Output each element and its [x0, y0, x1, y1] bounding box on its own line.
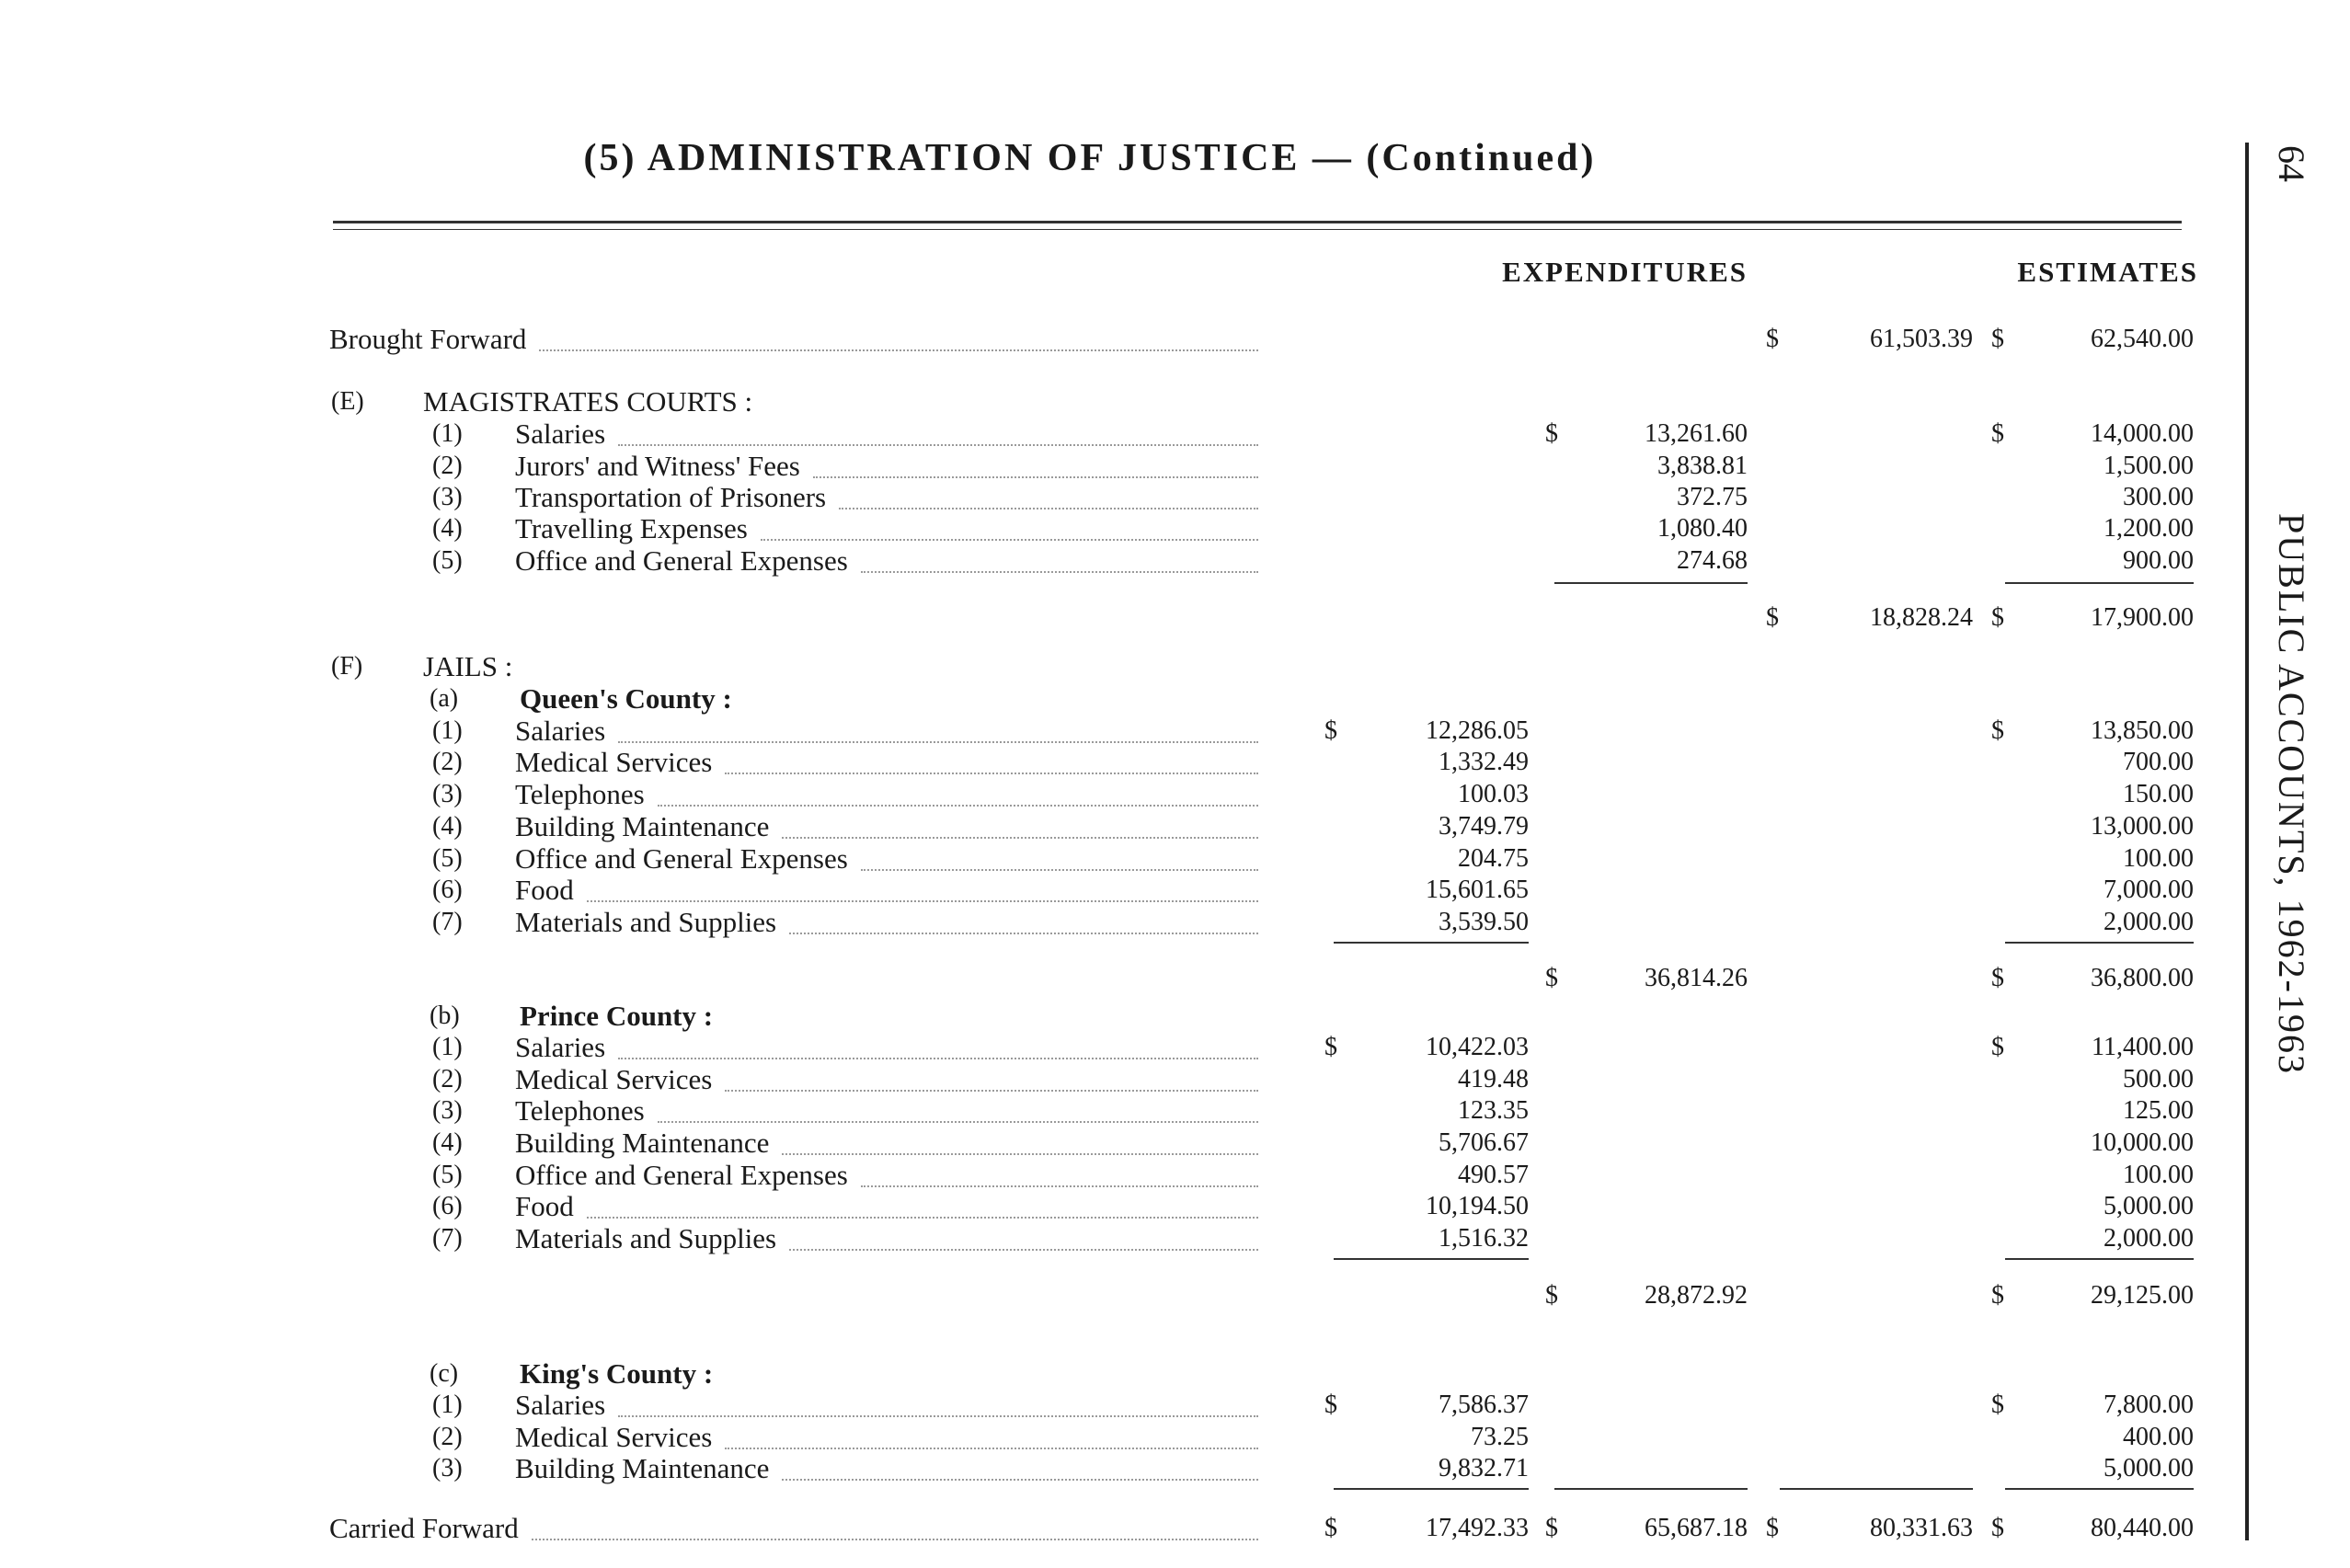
table-row — [0, 1160, 2244, 1191]
table-row — [0, 324, 2244, 355]
currency-sign: $ — [1991, 1391, 2004, 1419]
item-code: (b) — [430, 1001, 460, 1030]
amount-col-2: 28,872.92 — [1645, 1281, 1748, 1310]
table-row — [0, 1513, 2244, 1544]
amount-col-1: 419.48 — [1458, 1065, 1529, 1093]
subtotal-rule — [0, 582, 2244, 591]
amount-col-4: 17,900.00 — [2091, 603, 2194, 632]
running-head: PUBLIC ACCOUNTS, 1962-1963 — [2271, 513, 2312, 1075]
amount-col-4: 2,000.00 — [2104, 908, 2194, 936]
item-label: Building Maintenance — [515, 1127, 770, 1159]
amount-col-1: 123.35 — [1458, 1096, 1529, 1125]
item-label: Telephones — [515, 1094, 645, 1127]
amount-col-1: 3,539.50 — [1439, 908, 1529, 936]
item-label: Food — [515, 874, 574, 906]
amount-col-4: 80,440.00 — [2091, 1514, 2194, 1542]
amount-col-3: 61,503.39 — [1870, 325, 1973, 353]
currency-sign: $ — [1991, 964, 2004, 992]
amount-col-4: 10,000.00 — [2091, 1128, 2194, 1157]
amount-col-1: 12,286.05 — [1426, 716, 1529, 745]
item-code: (2) — [432, 1065, 463, 1093]
amount-col-1: 7,586.37 — [1439, 1391, 1529, 1419]
currency-sign: $ — [1991, 1033, 2004, 1061]
amount-col-4: 5,000.00 — [2104, 1192, 2194, 1220]
table-row — [0, 1032, 2244, 1063]
item-label: Jurors' and Witness' Fees — [515, 450, 800, 482]
subtotal-rule — [0, 942, 2244, 951]
table-row — [0, 715, 2244, 747]
currency-sign: $ — [1545, 1281, 1558, 1310]
amount-col-4: 13,850.00 — [2091, 716, 2194, 745]
item-label: Office and General Expenses — [515, 842, 848, 875]
dot-leader — [725, 1064, 1258, 1092]
item-code: (1) — [432, 419, 463, 448]
item-code: (4) — [432, 812, 463, 841]
amount-col-4: 900.00 — [2123, 546, 2194, 575]
section-heading-row — [0, 651, 2244, 682]
currency-sign: $ — [1545, 964, 1558, 992]
amount-col-4: 14,000.00 — [2091, 419, 2194, 448]
table-row — [0, 779, 2244, 810]
subtotal-rule-segment — [2005, 582, 2194, 584]
amount-col-2: 274.68 — [1677, 546, 1748, 575]
amount-col-4: 5,000.00 — [2104, 1454, 2194, 1482]
amount-col-1: 17,492.33 — [1426, 1514, 1529, 1542]
page-number: 64 — [2271, 145, 2312, 182]
amount-col-4: 13,000.00 — [2091, 812, 2194, 841]
amount-col-1: 9,832.71 — [1439, 1454, 1529, 1482]
amount-col-4: 62,540.00 — [2091, 325, 2194, 353]
item-label: JAILS : — [423, 650, 513, 682]
currency-sign: $ — [1991, 419, 2004, 448]
dot-leader — [782, 1453, 1258, 1481]
currency-sign: $ — [1991, 716, 2004, 745]
item-label: Materials and Supplies — [515, 1222, 777, 1254]
currency-sign: $ — [1324, 1033, 1337, 1061]
amount-col-4: 125.00 — [2123, 1096, 2194, 1125]
currency-sign: $ — [1324, 716, 1337, 745]
currency-sign: $ — [1991, 603, 2004, 632]
item-code: (5) — [432, 546, 463, 575]
table-row — [0, 451, 2244, 482]
amount-col-4: 7,000.00 — [2104, 876, 2194, 904]
item-code: (F) — [331, 652, 363, 681]
amount-col-4: 36,800.00 — [2091, 964, 2194, 992]
dot-leader — [658, 1095, 1258, 1123]
amount-col-4: 29,125.00 — [2091, 1281, 2194, 1310]
item-label: MAGISTRATES COURTS : — [423, 385, 753, 418]
dot-leader — [618, 1390, 1258, 1417]
item-code: (5) — [432, 1161, 463, 1189]
amount-col-1: 73.25 — [1471, 1423, 1529, 1451]
subtotal-rule-segment — [1334, 1258, 1529, 1260]
section-heading-row — [0, 386, 2244, 418]
item-label: Carried Forward — [329, 1512, 519, 1544]
item-label: Travelling Expenses — [515, 512, 748, 544]
amount-col-4: 1,500.00 — [2104, 452, 2194, 480]
amount-col-1: 1,516.32 — [1439, 1224, 1529, 1253]
item-label: Building Maintenance — [515, 1452, 770, 1484]
amount-col-4: 700.00 — [2123, 748, 2194, 776]
table-row — [0, 843, 2244, 875]
dot-leader — [532, 1513, 1258, 1540]
subtotal-row — [0, 963, 2244, 994]
currency-sign: $ — [1991, 1281, 2004, 1310]
dot-leader — [861, 843, 1258, 871]
table-row — [0, 1453, 2244, 1484]
item-label: Telephones — [515, 778, 645, 810]
dot-leader — [789, 1223, 1258, 1251]
item-label: King's County : — [520, 1357, 714, 1390]
item-label: Queen's County : — [520, 682, 732, 715]
amount-col-4: 11,400.00 — [2092, 1033, 2194, 1061]
subtotal-rule — [0, 1488, 2244, 1497]
item-code: (E) — [331, 387, 364, 416]
item-label: Food — [515, 1190, 574, 1222]
item-code: (3) — [432, 1454, 463, 1482]
amount-col-2: 36,814.26 — [1645, 964, 1748, 992]
amount-col-1: 3,749.79 — [1439, 812, 1529, 841]
item-code: (4) — [432, 514, 463, 543]
amount-col-3: 18,828.24 — [1870, 603, 1973, 632]
item-code: (7) — [432, 1224, 463, 1253]
subtotal-rule-segment — [1780, 1488, 1973, 1490]
currency-sign: $ — [1545, 1514, 1558, 1542]
dot-leader — [587, 875, 1258, 902]
amount-col-4: 500.00 — [2123, 1065, 2194, 1093]
table-row — [0, 875, 2244, 906]
subtotal-rule-segment — [1554, 582, 1748, 584]
item-code: (a) — [430, 684, 459, 713]
table-row — [0, 811, 2244, 842]
amount-col-4: 7,800.00 — [2104, 1391, 2194, 1419]
dot-leader — [782, 1127, 1258, 1155]
subtotal-rule-segment — [2005, 1258, 2194, 1260]
dot-leader — [782, 811, 1258, 839]
table-row — [0, 1064, 2244, 1095]
currency-sign: $ — [1324, 1391, 1337, 1419]
estimates-column-heading: ESTIMATES — [2017, 256, 2198, 288]
subtotal-row — [0, 1280, 2244, 1311]
table-row — [0, 1127, 2244, 1159]
amount-col-1: 5,706.67 — [1439, 1128, 1529, 1157]
dot-leader — [789, 907, 1258, 934]
subtotal-rule-segment — [1334, 1488, 1529, 1490]
item-code: (1) — [432, 1033, 463, 1061]
currency-sign: $ — [1991, 325, 2004, 353]
currency-sign: $ — [1766, 325, 1779, 353]
item-code: (2) — [432, 452, 463, 480]
amount-col-1: 100.03 — [1458, 780, 1529, 808]
table-row — [0, 1390, 2244, 1421]
table-row — [0, 1191, 2244, 1222]
dot-leader — [618, 1032, 1258, 1059]
item-label: Building Maintenance — [515, 810, 770, 842]
item-code: (6) — [432, 876, 463, 904]
amount-col-4: 400.00 — [2123, 1423, 2194, 1451]
currency-sign: $ — [1545, 419, 1558, 448]
amount-col-1: 1,332.49 — [1439, 748, 1529, 776]
amount-col-1: 10,194.50 — [1426, 1192, 1529, 1220]
currency-sign: $ — [1766, 603, 1779, 632]
amount-col-4: 300.00 — [2123, 483, 2194, 511]
section-heading-row — [0, 683, 2244, 715]
table-row — [0, 907, 2244, 938]
dot-leader — [658, 779, 1258, 807]
item-label: Office and General Expenses — [515, 544, 848, 577]
dot-leader — [618, 418, 1258, 446]
dot-leader — [539, 324, 1258, 351]
item-label: Salaries — [515, 1389, 606, 1421]
currency-sign: $ — [1766, 1514, 1779, 1542]
item-label: Office and General Expenses — [515, 1159, 848, 1191]
item-code: (7) — [432, 908, 463, 936]
item-label: Salaries — [515, 715, 606, 747]
amount-col-2: 13,261.60 — [1645, 419, 1748, 448]
page-title: (5) ADMINISTRATION OF JUSTICE — (Continued) — [583, 137, 1597, 179]
item-code: (4) — [432, 1128, 463, 1157]
subtotal-rule-segment — [1554, 1488, 1748, 1490]
amount-col-4: 150.00 — [2123, 780, 2194, 808]
item-code: (2) — [432, 1423, 463, 1451]
table-row — [0, 747, 2244, 778]
section-heading-row — [0, 1358, 2244, 1390]
subtotal-rule-segment — [1334, 942, 1529, 944]
amount-col-2: 65,687.18 — [1645, 1514, 1748, 1542]
amount-col-4: 1,200.00 — [2104, 514, 2194, 543]
amount-col-4: 100.00 — [2123, 844, 2194, 873]
subtotal-rule — [0, 1258, 2244, 1267]
item-label: Transportation of Prisoners — [515, 481, 827, 513]
dot-leader — [861, 545, 1258, 573]
amount-col-1: 490.57 — [1458, 1161, 1529, 1189]
item-label: Salaries — [515, 1031, 606, 1063]
dot-leader — [839, 482, 1258, 509]
expenditures-column-heading: EXPENDITURES — [1502, 256, 1748, 288]
amount-col-1: 10,422.03 — [1426, 1033, 1529, 1061]
item-code: (c) — [430, 1359, 459, 1388]
item-label: Medical Services — [515, 1063, 713, 1095]
item-code: (3) — [432, 780, 463, 808]
item-code: (6) — [432, 1192, 463, 1220]
subtotal-row — [0, 602, 2244, 634]
amount-col-3: 80,331.63 — [1870, 1514, 1973, 1542]
item-code: (1) — [432, 1391, 463, 1419]
section-heading-row — [0, 1001, 2244, 1032]
dot-leader — [861, 1160, 1258, 1187]
item-code: (3) — [432, 483, 463, 511]
currency-sign: $ — [1324, 1514, 1337, 1542]
subtotal-rule-segment — [2005, 942, 2194, 944]
dot-leader — [587, 1191, 1258, 1219]
dot-leader — [761, 513, 1258, 541]
item-label: Medical Services — [515, 746, 713, 778]
item-code: (5) — [432, 844, 463, 873]
amount-col-4: 100.00 — [2123, 1161, 2194, 1189]
amount-col-1: 15,601.65 — [1426, 876, 1529, 904]
item-label: Prince County : — [520, 1000, 714, 1032]
table-row — [0, 418, 2244, 450]
table-row — [0, 1422, 2244, 1453]
table-row — [0, 1095, 2244, 1127]
item-code: (2) — [432, 748, 463, 776]
dot-leader — [725, 747, 1258, 774]
amount-col-4: 2,000.00 — [2104, 1224, 2194, 1253]
item-label: Brought Forward — [329, 323, 527, 355]
dot-leader — [813, 451, 1258, 478]
dot-leader — [618, 715, 1258, 743]
item-label: Salaries — [515, 418, 606, 450]
amount-col-1: 204.75 — [1458, 844, 1529, 873]
table-row — [0, 1223, 2244, 1254]
amount-col-2: 372.75 — [1677, 483, 1748, 511]
currency-sign: $ — [1991, 1514, 2004, 1542]
item-code: (3) — [432, 1096, 463, 1125]
item-label: Materials and Supplies — [515, 906, 777, 938]
table-row — [0, 513, 2244, 544]
dot-leader — [725, 1422, 1258, 1449]
amount-col-2: 3,838.81 — [1657, 452, 1748, 480]
table-row — [0, 482, 2244, 513]
table-row — [0, 545, 2244, 577]
amount-col-2: 1,080.40 — [1657, 514, 1748, 543]
item-label: Medical Services — [515, 1421, 713, 1453]
item-code: (1) — [432, 716, 463, 745]
subtotal-rule-segment — [2005, 1488, 2194, 1490]
